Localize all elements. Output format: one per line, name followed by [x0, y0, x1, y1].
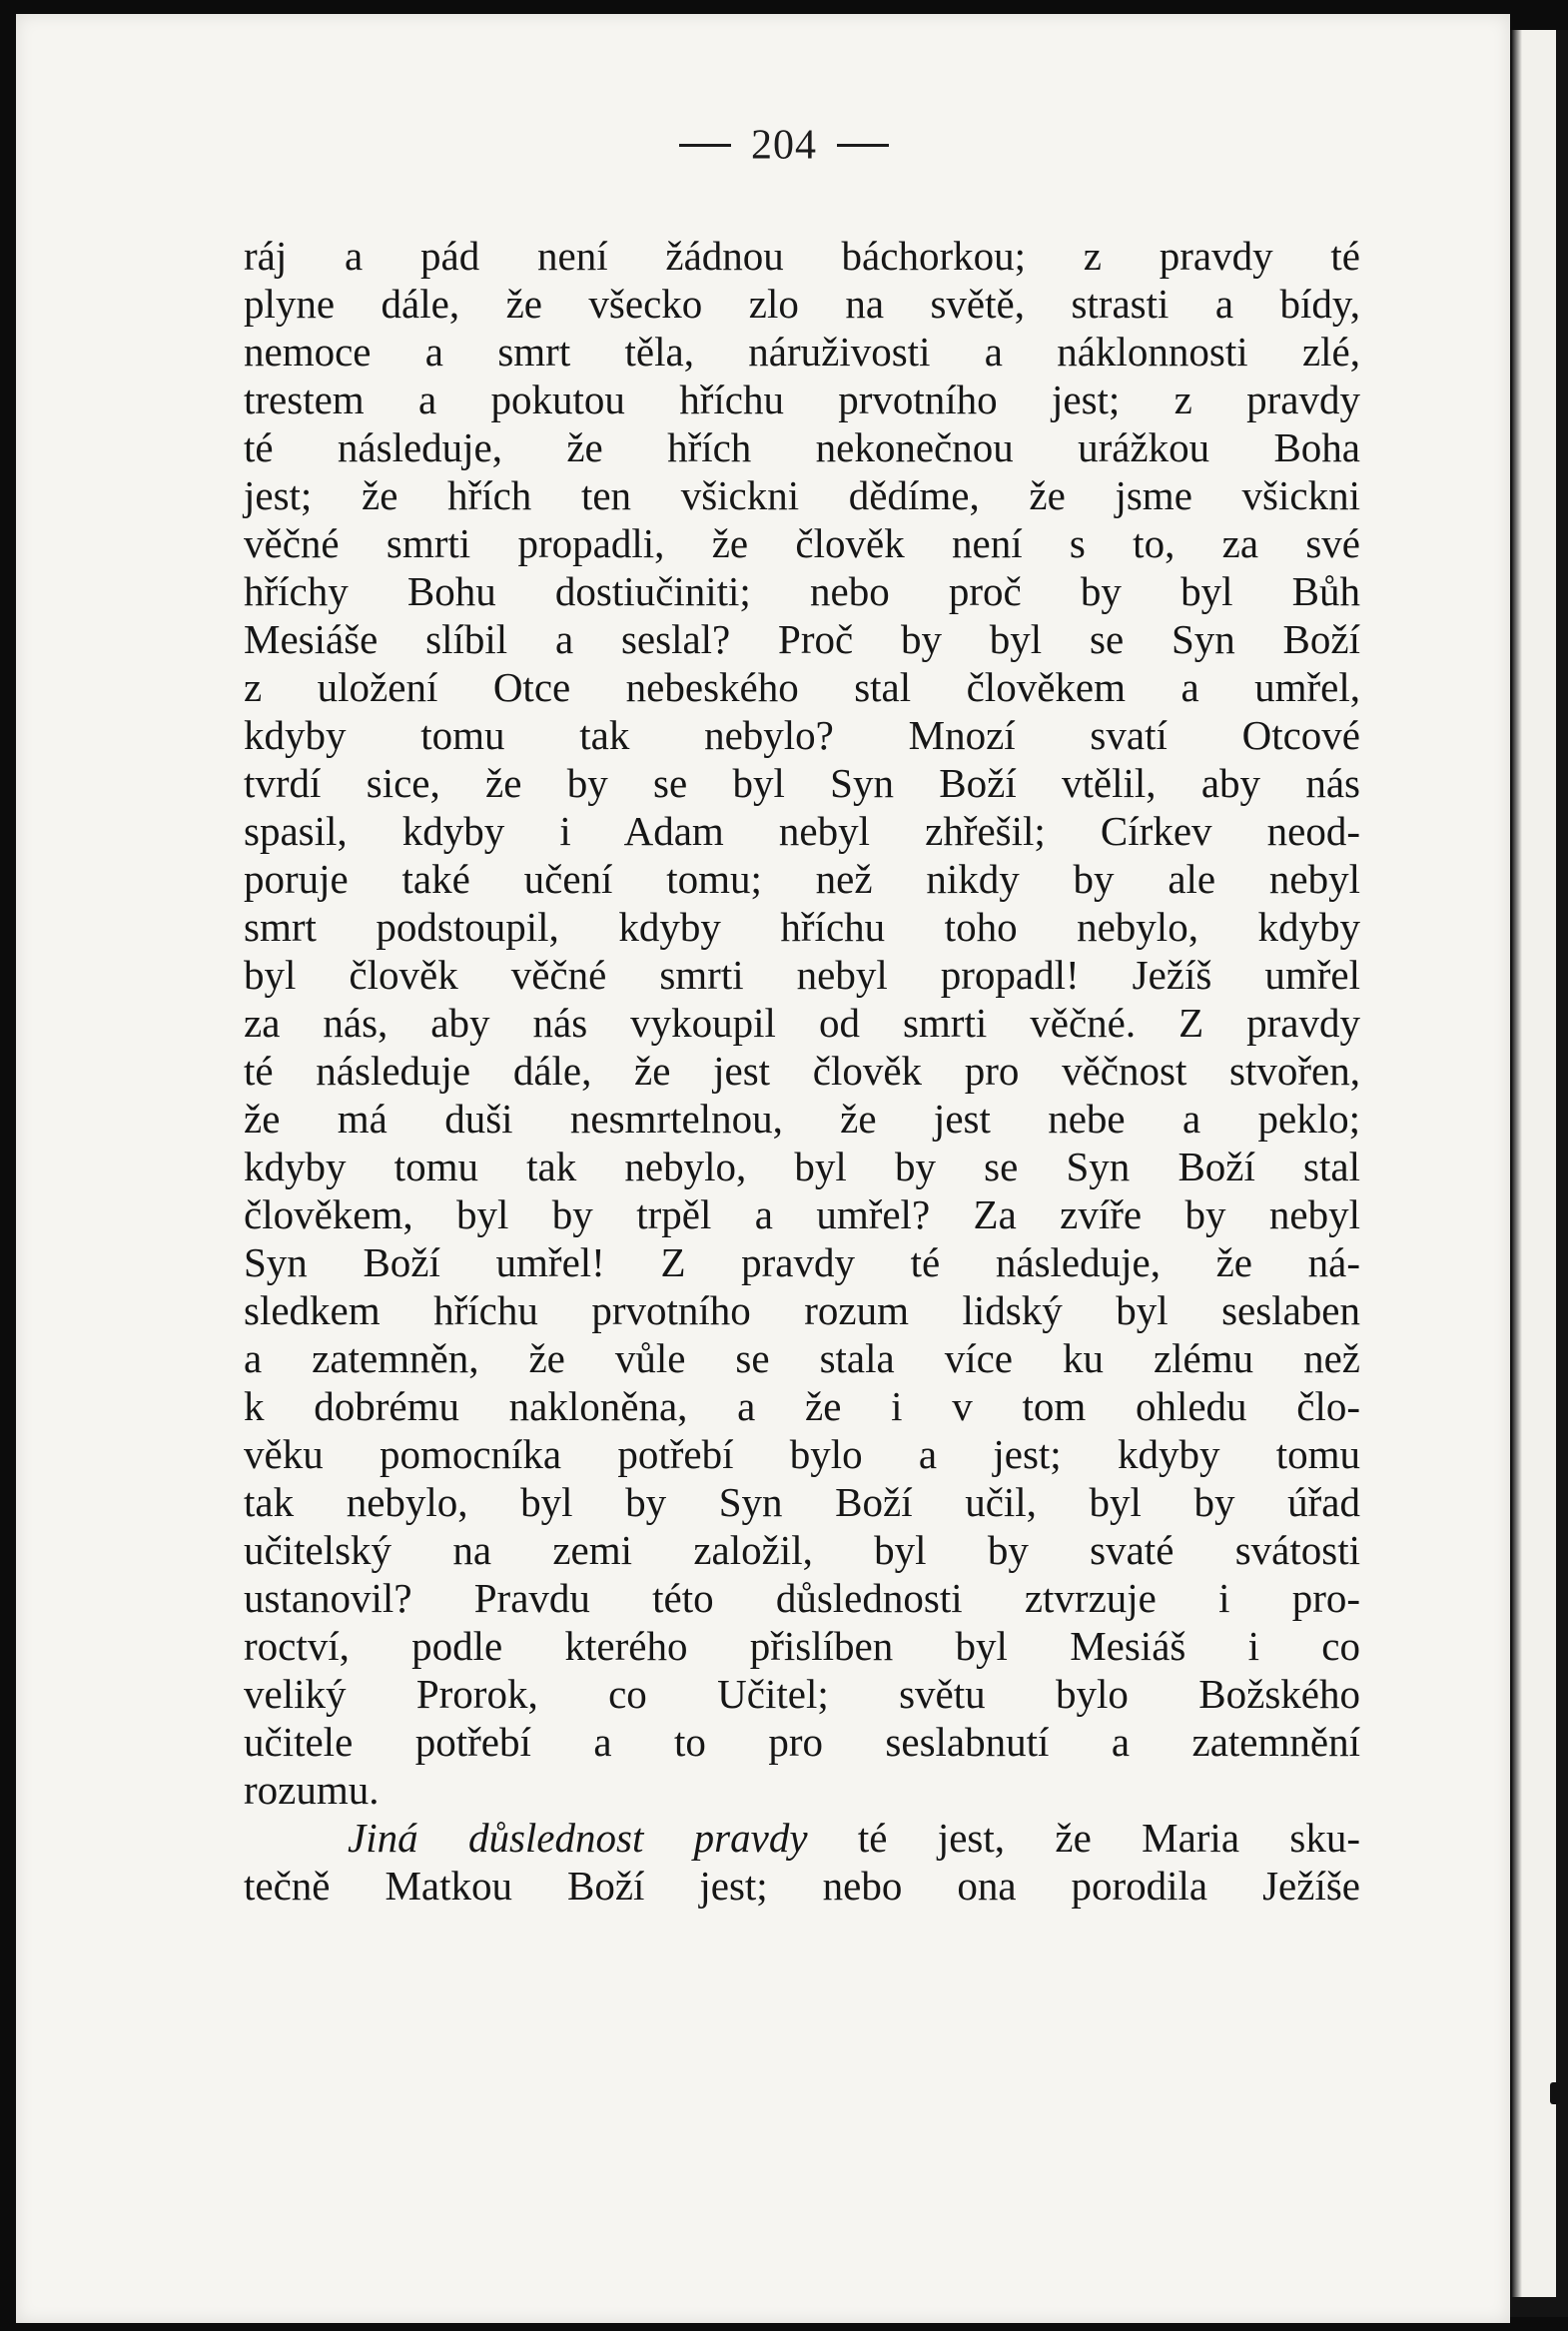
text-line: k dobrému nakloněna, a že i v tom ohledu člo- [244, 1383, 1360, 1429]
text-line: tvrdí sice, že by se byl Syn Boží vtělil, aby nás [244, 760, 1360, 806]
text-line: tak nebylo, byl by Syn Boží učil, byl by úřad [244, 1479, 1360, 1525]
text-line: byl člověk věčné smrti nebyl propadl! Ježíš umřel [244, 952, 1360, 998]
header-dash-right [837, 144, 889, 147]
text-line: za nás, aby nás vykoupil od smrti věčné. Z pravdy [244, 1000, 1360, 1046]
text-line: smrt podstoupil, kdyby hříchu toho nebylo, kdyby [244, 904, 1360, 950]
page-gutter-shadow [1512, 30, 1522, 2297]
page-header [0, 118, 1568, 169]
line-rest: té jest, že Maria sku- [807, 1815, 1360, 1861]
text-line: a zatemněn, že vůle se stala více ku zlému než [244, 1335, 1360, 1381]
text-line: nemoce a smrt těla, náruživosti a náklonnosti zlé, [244, 329, 1360, 375]
text-line: kdyby tomu tak nebylo, byl by se Syn Boží stal [244, 1144, 1360, 1189]
text-line: poruje také učení tomu; než nikdy by ale nebyl [244, 856, 1360, 902]
text-line: spasil, kdyby i Adam nebyl zhřešil; Církev neod- [244, 808, 1360, 854]
text-line: Mesiáše slíbil a seslal? Proč by byl se Syn Boží [244, 616, 1360, 662]
text-line: jest; že hřích ten všickni dědíme, že jsme všickni [244, 472, 1360, 518]
text-line: té následuje dále, že jest člověk pro věčnost stvořen, [244, 1048, 1360, 1094]
text-line: hříchy Bohu dostiučiniti; nebo proč by byl Bůh [244, 568, 1360, 614]
body-text [244, 232, 1360, 1910]
adjacent-page-sliver [1512, 30, 1556, 2297]
text-line: kdyby tomu tak nebylo? Mnozí svatí Otcové [244, 712, 1360, 758]
text-line: že má duši nesmrtelnou, že jest nebe a peklo; [244, 1096, 1360, 1142]
text-line: člověkem, byl by trpěl a umřel? Za zvíře by nebyl [244, 1191, 1360, 1237]
text-line: z uložení Otce nebeského stal člověkem a umřel, [244, 664, 1360, 710]
paragraph-2-first-line [244, 1814, 1360, 1862]
text-line: veliký Prorok, co Učitel; světu bylo Božského [244, 1671, 1360, 1717]
text-line: té následuje, že hřích nekonečnou urážkou Boha [244, 424, 1360, 470]
text-line: tečně Matkou Boží jest; nebo ona porodila Ježíše [244, 1863, 1360, 1909]
text-line: Syn Boží umřel! Z pravdy té následuje, že ná- [244, 1239, 1360, 1285]
text-line: učitele potřebí a to pro seslabnutí a zatemnění [244, 1719, 1360, 1765]
text-line: ustanovil? Pravdu této důslednosti ztvrzuje i pro- [244, 1575, 1360, 1621]
header-dash-left [679, 144, 731, 147]
paragraph-end-line: rozumu. [244, 1767, 380, 1813]
text-line: učitelský na zemi založil, byl by svaté svátosti [244, 1527, 1360, 1573]
text-line: plyne dále, že všecko zlo na světě, strasti a bídy, [244, 281, 1360, 327]
text-line: trestem a pokutou hříchu prvotního jest; z pravdy [244, 377, 1360, 422]
italic-lead: Jiná důslednost pravdy [348, 1815, 808, 1861]
ink-mark [1550, 2082, 1560, 2104]
page-number: 204 [751, 122, 817, 169]
text-line: ráj a pád není žádnou báchorkou; z pravdy té [244, 233, 1360, 279]
text-line: věku pomocníka potřebí bylo a jest; kdyby tomu [244, 1431, 1360, 1477]
text-line: sledkem hříchu prvotního rozum lidský byl seslaben [244, 1287, 1360, 1333]
text-line: věčné smrti propadli, že člověk není s to, za své [244, 520, 1360, 566]
text-line: roctví, podle kterého přislíben byl Mesiáš i co [244, 1623, 1360, 1669]
